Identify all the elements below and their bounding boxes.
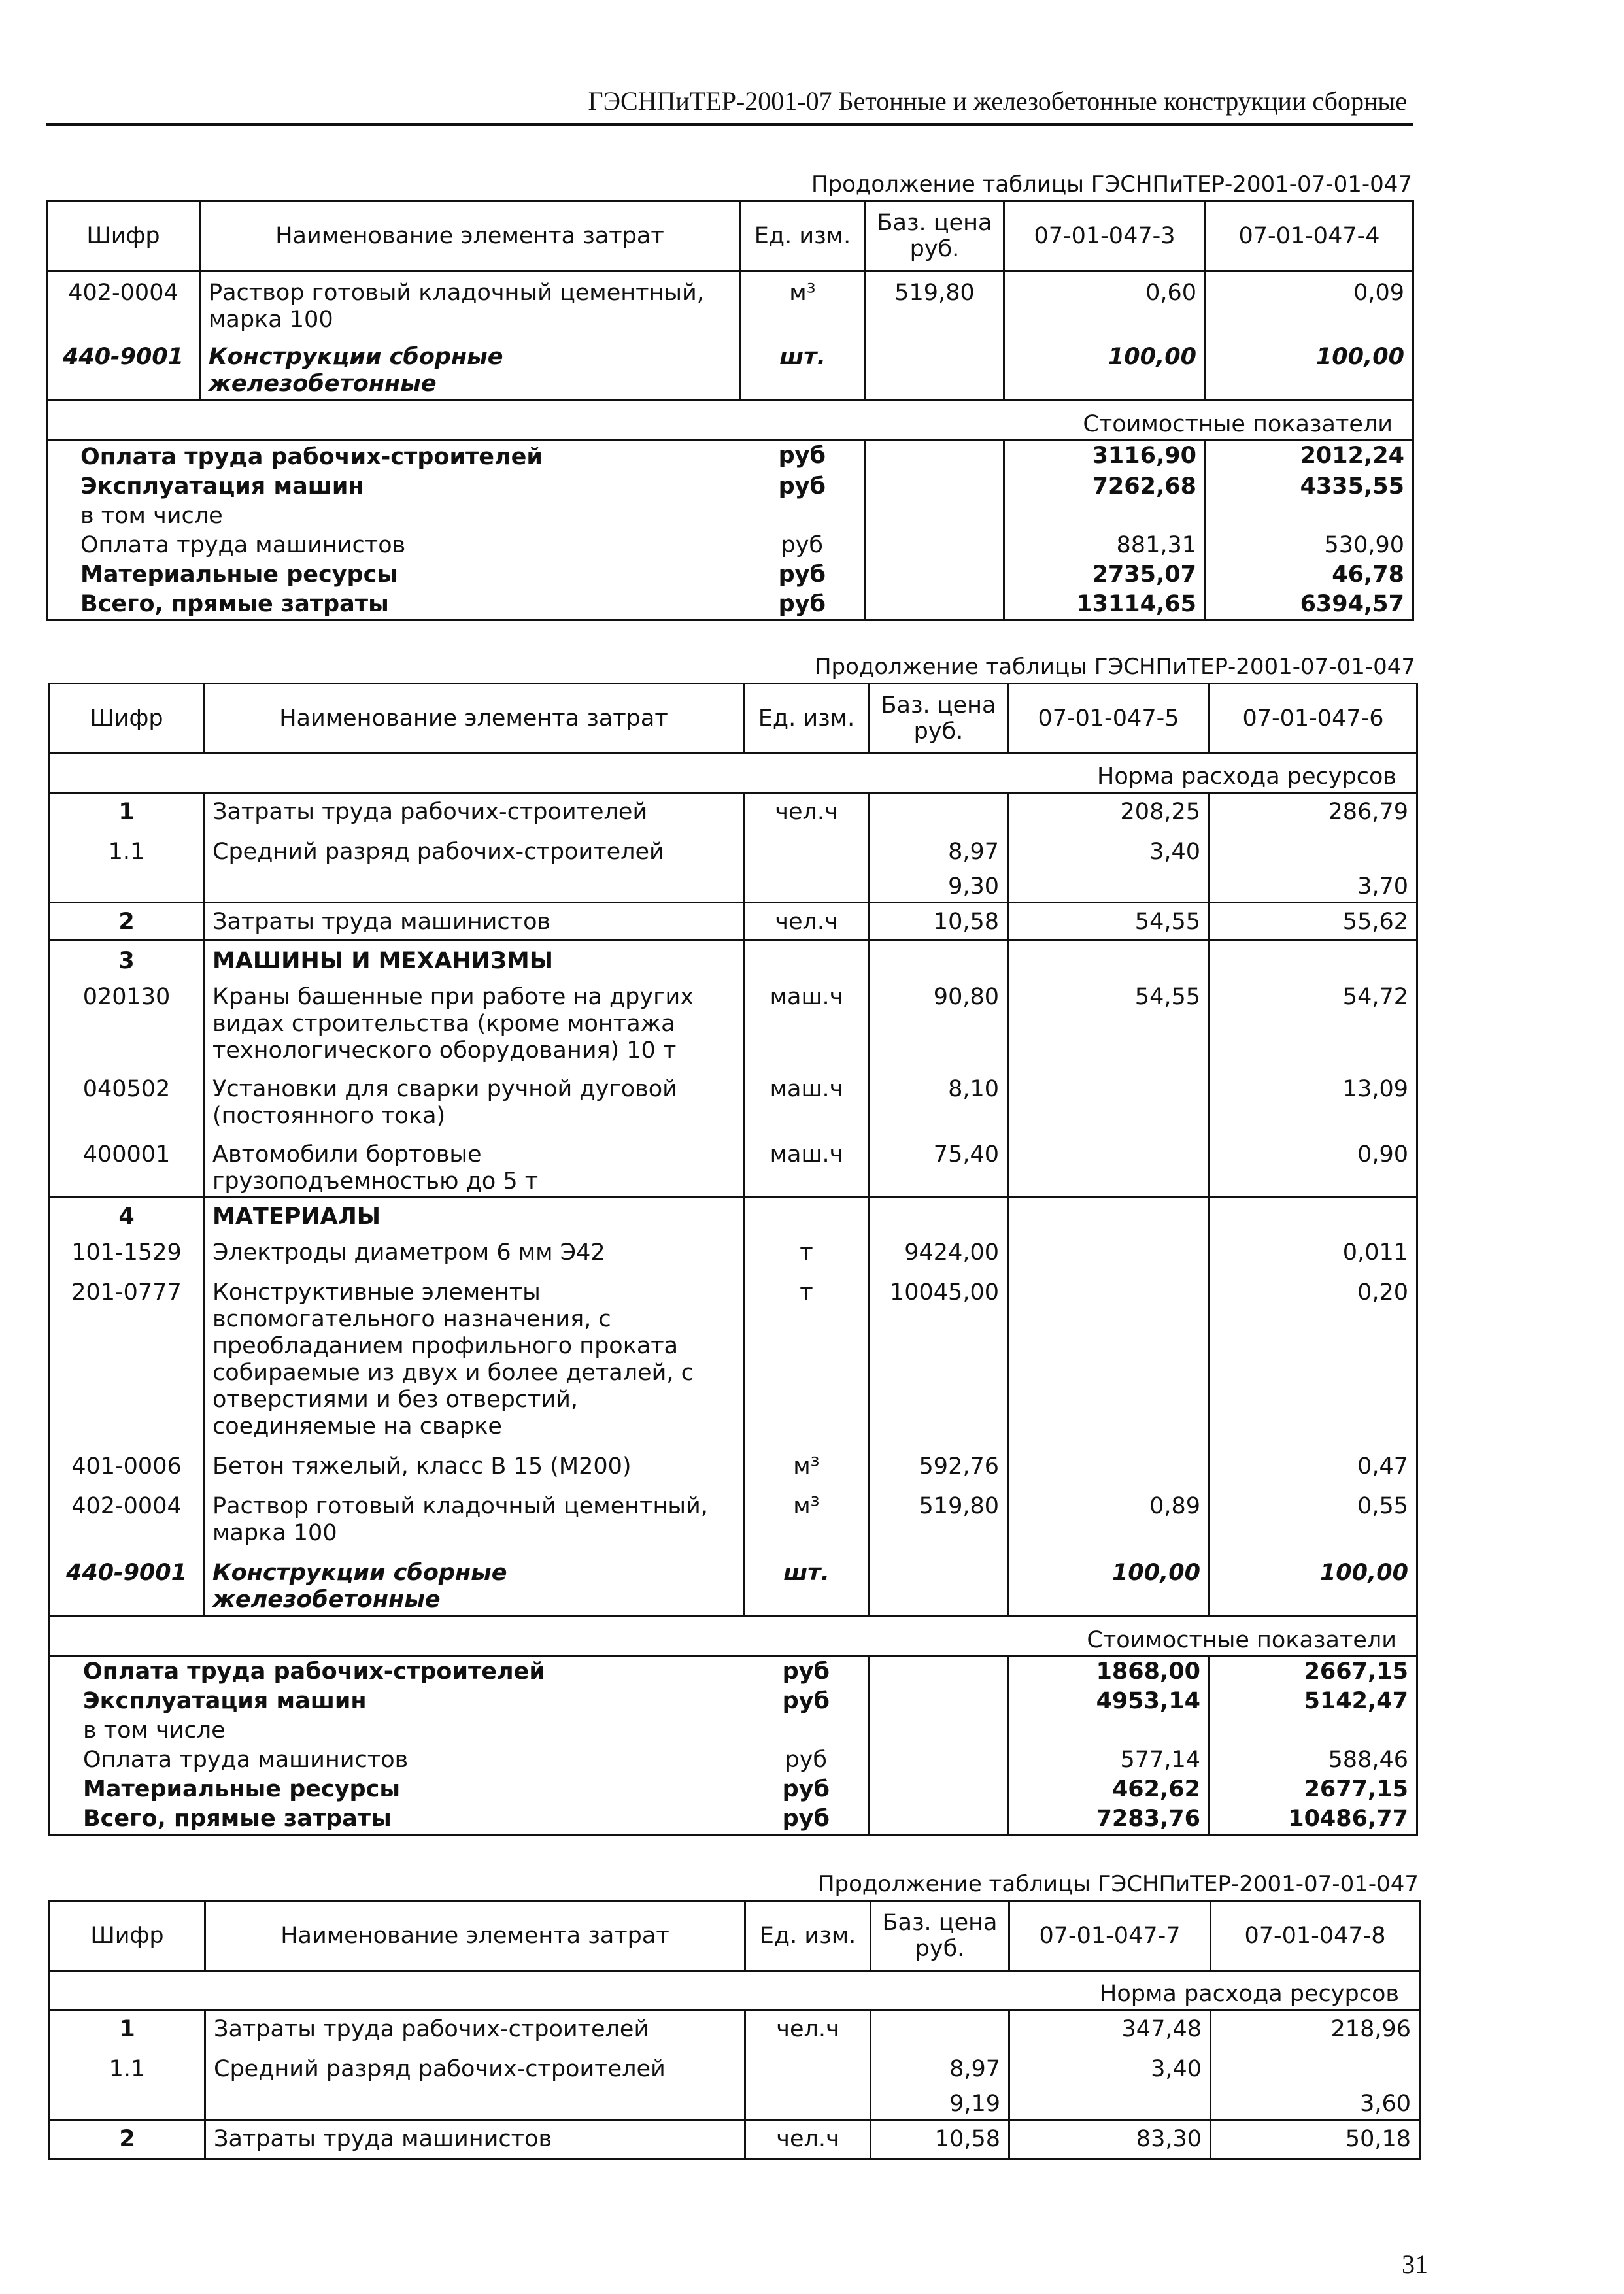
norm-section-title: Норма расхода ресурсов — [50, 1971, 1420, 2010]
table-row: 2 Затраты труда машинистов чел.ч 10,58 83,30 50,18 — [50, 2120, 1420, 2159]
col-header-name: Наименование элемента затрат — [205, 1901, 745, 1971]
col-header-b: 07-01-047-4 — [1206, 201, 1413, 271]
col-header-name: Наименование элемента затрат — [200, 201, 740, 271]
table-row: 1 Затраты труда рабочих-строителей чел.ч 208,25 286,79 — [50, 793, 1417, 828]
table-row: 2 Затраты труда машинистов чел.ч 10,58 54,55 55,62 — [50, 903, 1417, 941]
group-header-row: 3 МАШИНЫ И МЕХАНИЗМЫ — [50, 941, 1417, 977]
table-row: 402-0004 Раствор готовый кладочный цементный, марка 100 м³ 519,80 0,60 0,09 — [47, 271, 1413, 335]
table-row: Всего, прямые затраты руб 7283,76 10486,77 — [50, 1804, 1417, 1835]
col-header-b: 07-01-047-8 — [1211, 1901, 1420, 1971]
col-header-code: Шифр — [47, 201, 200, 271]
table-row: 1.1 Средний разряд рабочих-строителей 8,97 3,40 — [50, 2044, 1420, 2084]
table-row: Оплата труда рабочих-строителей руб 3116,90 2012,24 — [47, 441, 1413, 473]
table-row: в том числе — [47, 501, 1413, 531]
table-row: 440-9001 Конструкции сборные железобетонные шт. 100,00 100,00 — [47, 335, 1413, 400]
table1-caption: Продолжение таблицы ГЭСНПиТЕР-2001-07-01-047 — [811, 171, 1412, 197]
col-header-a: 07-01-047-3 — [1004, 201, 1206, 271]
table-row: 201-0777 Конструктивные элементы вспомогательного назначения, с преобладанием профильного проката собираемые из двух и более деталей, с отверстиями и без отверстий, соединяемые на сварке т 10045,00 0,20 — [50, 1268, 1417, 1442]
table-row: 9,30 3,70 — [50, 867, 1417, 903]
header-title: ГЭСНПиТЕР-2001-07 Бетонные и железобетонные конструкции сборные — [588, 86, 1407, 116]
norm-section-title: Норма расхода ресурсов — [50, 754, 1417, 793]
table-row: Оплата труда машинистов руб 577,14 588,46 — [50, 1746, 1417, 1775]
col-header-b: 07-01-047-6 — [1210, 684, 1417, 754]
table-row: 9,19 3,60 — [50, 2084, 1420, 2120]
table-row: 402-0004 Раствор готовый кладочный цементный, марка 100 м³ 519,80 0,89 0,55 — [50, 1481, 1417, 1548]
cost-section-title: Стоимостные показатели — [50, 1616, 1417, 1657]
table2 — [48, 683, 1418, 1836]
col-header-unit: Ед. изм. — [745, 1901, 871, 1971]
section-row — [50, 1971, 1420, 2010]
table3-caption: Продолжение таблицы ГЭСНПиТЕР-2001-07-01-047 — [817, 1871, 1419, 1897]
col-header-a: 07-01-047-5 — [1008, 684, 1210, 754]
group-header-row: 4 МАТЕРИАЛЫ — [50, 1198, 1417, 1232]
table1-header-row — [47, 201, 1413, 271]
table-row: 101-1529 Электроды диаметром 6 мм Э42 т 9424,00 0,011 — [50, 1232, 1417, 1268]
col-header-unit: Ед. изм. — [740, 201, 866, 271]
table-row: Оплата труда рабочих-строителей руб 1868,00 2667,15 — [50, 1657, 1417, 1687]
table-row: Всего, прямые затраты руб 13114,65 6394,57 — [47, 590, 1413, 620]
page-header — [46, 86, 1413, 126]
table2-caption: Продолжение таблицы ГЭСНПиТЕР-2001-07-01-047 — [814, 654, 1415, 680]
section-row — [50, 754, 1417, 793]
section-row — [47, 400, 1413, 441]
table2-header-row — [50, 684, 1417, 754]
table-row: 040502 Установки для сварки ручной дуговой (постоянного тока) маш.ч 8,10 13,09 — [50, 1066, 1417, 1131]
table-row: Материальные ресурсы руб 2735,07 46,78 — [47, 560, 1413, 590]
table-row: 1.1 Средний разряд рабочих-строителей 8,97 3,40 — [50, 827, 1417, 867]
table3 — [48, 1900, 1421, 2160]
col-header-base-price: Баз. цена руб. — [866, 201, 1004, 271]
table-row: Материальные ресурсы руб 462,62 2677,15 — [50, 1775, 1417, 1804]
col-header-code: Шифр — [50, 1901, 205, 1971]
table-row: Эксплуатация машин руб 4953,14 5142,47 — [50, 1687, 1417, 1716]
table1 — [46, 200, 1414, 621]
table-row: Эксплуатация машин руб 7262,68 4335,55 — [47, 472, 1413, 501]
cost-section-title: Стоимостные показатели — [47, 400, 1413, 441]
table-row: 401-0006 Бетон тяжелый, класс В 15 (М200) м³ 592,76 0,47 — [50, 1442, 1417, 1481]
col-header-unit: Ед. изм. — [744, 684, 870, 754]
col-header-base-price: Баз. цена руб. — [870, 684, 1008, 754]
table-row: 1 Затраты труда рабочих-строителей чел.ч 347,48 218,96 — [50, 2010, 1420, 2045]
page-number: 31 — [1402, 2250, 1428, 2279]
table-row: 440-9001 Конструкции сборные железобетонные шт. 100,00 100,00 — [50, 1548, 1417, 1616]
section-row — [50, 1616, 1417, 1657]
table-row: Оплата труда машинистов руб 881,31 530,90 — [47, 531, 1413, 560]
table3-header-row — [50, 1901, 1420, 1971]
table-row: 400001 Автомобили бортовые грузоподъемностью до 5 т маш.ч 75,40 0,90 — [50, 1131, 1417, 1198]
table-row: 020130 Краны башенные при работе на других видах строительства (кроме монтажа технологического оборудования) 10 т маш.ч 90,80 54,55 54,72 — [50, 976, 1417, 1066]
col-header-code: Шифр — [50, 684, 204, 754]
col-header-name: Наименование элемента затрат — [204, 684, 744, 754]
table-row: в том числе — [50, 1716, 1417, 1746]
col-header-a: 07-01-047-7 — [1009, 1901, 1211, 1971]
col-header-base-price: Баз. цена руб. — [871, 1901, 1009, 1971]
